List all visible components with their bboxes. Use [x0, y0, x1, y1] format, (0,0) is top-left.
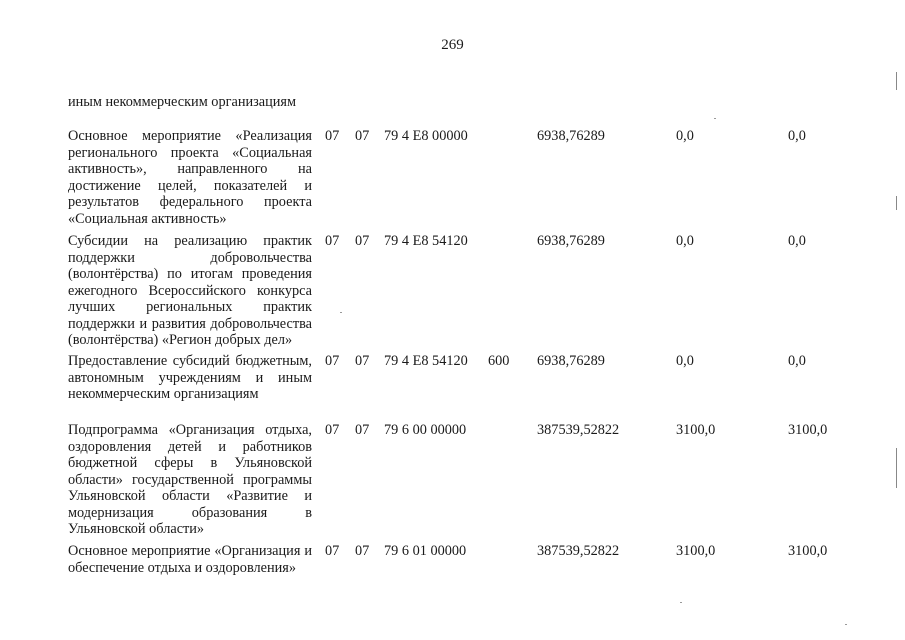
row-description: иным некоммерческим организациям: [68, 94, 297, 110]
amount-year-3: 3100,0: [788, 543, 828, 559]
amount-year-1: 6938,76289: [537, 233, 605, 249]
amount-year-3: 0,0: [788, 233, 806, 249]
amount-year-2: 3100,0: [676, 543, 716, 559]
target-article-code: 79 6 01 00000: [384, 543, 467, 559]
amount-year-1: 387539,52822: [537, 543, 620, 559]
subsection-code: 07: [355, 128, 370, 144]
subsection-code: 07: [355, 422, 370, 438]
scan-speck: [714, 118, 716, 119]
row-description: Подпрограмма «Организация отдыха, оздоровления детей и работников бюджетной сферы в Ульяновской области» государственной программы Ульяновской области «Развитие и модернизация образования в Ульяновской области»: [68, 422, 312, 537]
scan-edge-mark: [896, 196, 897, 210]
subsection-code: 07: [355, 543, 370, 559]
scan-speck: [340, 312, 342, 313]
section-code: 07: [325, 543, 340, 559]
scan-speck: [680, 602, 682, 603]
amount-year-1: 387539,52822: [537, 422, 620, 438]
target-article-code: 79 6 00 00000: [384, 422, 467, 438]
target-article-code: 79 4 E8 54120: [384, 353, 468, 369]
target-article-code: 79 4 E8 54120: [384, 233, 468, 249]
amount-year-1: 6938,76289: [537, 128, 605, 144]
section-code: 07: [325, 353, 340, 369]
row-description: Предоставление субсидий бюджетным, автономным учреждениям и иным некоммерческим организациям: [68, 353, 312, 402]
expense-type-code: 600: [488, 353, 510, 369]
amount-year-2: 3100,0: [676, 422, 716, 438]
scan-speck: [845, 624, 847, 625]
section-code: 07: [325, 128, 340, 144]
scan-edge-mark: [896, 72, 897, 90]
amount-year-2: 0,0: [676, 353, 694, 369]
subsection-code: 07: [355, 233, 370, 249]
amount-year-3: 3100,0: [788, 422, 828, 438]
row-description: Субсидии на реализацию практик поддержки добровольчества (волонтёрства) по итогам проведения ежегодного Всероссийского конкурса лучших региональных практик поддержки и развития добровольчества (волонтёрства) «Регион добрых дел»: [68, 233, 312, 348]
row-description: Основное мероприятие «Организация и обеспечение отдыха и оздоровления»: [68, 543, 312, 576]
scan-edge-mark: [896, 448, 897, 488]
amount-year-1: 6938,76289: [537, 353, 605, 369]
section-code: 07: [325, 233, 340, 249]
row-description: Основное мероприятие «Реализация регионального проекта «Социальная активность», направленного на достижение целей, показателей и результатов федерального проекта «Социальная активность»: [68, 128, 312, 227]
amount-year-2: 0,0: [676, 128, 694, 144]
page-number: 269: [441, 37, 464, 53]
amount-year-3: 0,0: [788, 128, 806, 144]
section-code: 07: [325, 422, 340, 438]
amount-year-2: 0,0: [676, 233, 694, 249]
amount-year-3: 0,0: [788, 353, 806, 369]
target-article-code: 79 4 E8 00000: [384, 128, 468, 144]
subsection-code: 07: [355, 353, 370, 369]
